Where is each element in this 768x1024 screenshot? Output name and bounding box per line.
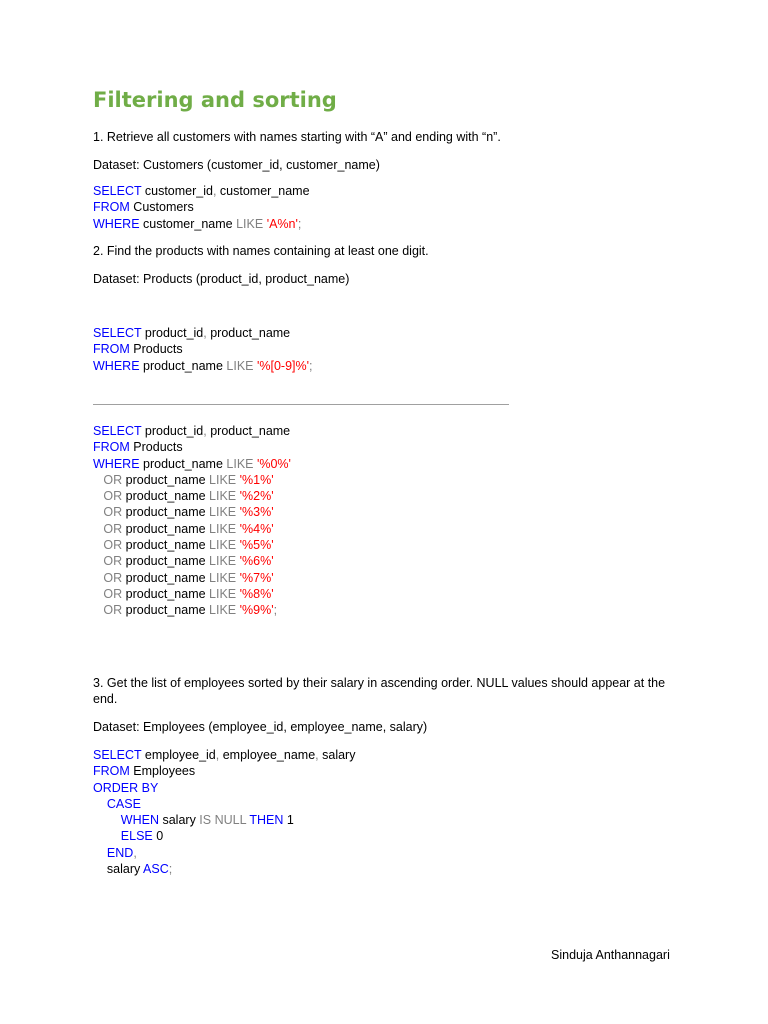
code-token: OR: [103, 603, 123, 618]
code-token: IS: [199, 813, 212, 828]
code-token: customer_name: [216, 184, 310, 198]
code-token: WHERE: [93, 216, 140, 231]
code-line: [93, 439, 291, 455]
code-token: ;: [273, 603, 278, 618]
code-token: SELECT: [93, 748, 142, 762]
code-token: product_id: [141, 424, 204, 438]
code-line: [93, 570, 291, 586]
code-token: LIKE: [209, 554, 237, 569]
code-token: 0: [152, 829, 164, 844]
code-token: LIKE: [209, 472, 237, 487]
code-token: SELECT: [93, 184, 142, 198]
code-line: [93, 796, 355, 812]
code-token: LIKE: [209, 570, 237, 585]
code-line: [93, 763, 355, 779]
code-line: [93, 488, 291, 504]
code-token: OR: [103, 472, 123, 487]
code-token: ,: [203, 326, 207, 340]
code-token: product_name: [206, 326, 291, 340]
code-token: FROM: [93, 764, 130, 779]
code-token: '%3%': [239, 505, 274, 520]
code-token: product_name: [139, 456, 227, 471]
code-token: '%1%': [239, 472, 274, 487]
code-line: [93, 845, 355, 861]
code-token: ,: [215, 748, 220, 762]
code-token: product_name: [122, 554, 210, 569]
code-token: WHERE: [93, 456, 140, 471]
code-token: salary: [159, 813, 200, 828]
dataset-3: Dataset: Employees (employee_id, employee_name, salary): [93, 720, 428, 734]
author-footer: Sinduja Anthannagari: [551, 948, 670, 962]
code-token: ,: [212, 184, 217, 198]
code-token: ASC: [143, 862, 169, 877]
code-token: salary: [318, 748, 356, 762]
code-token: 1: [283, 813, 294, 828]
code-token: [93, 587, 103, 601]
code-token: employee_id: [141, 748, 216, 762]
code-token: OR: [103, 489, 123, 504]
code-token: [93, 538, 103, 552]
code-line: [93, 183, 310, 199]
code-token: Products: [129, 440, 183, 455]
code-token: LIKE: [236, 216, 264, 231]
code-token: [93, 522, 103, 536]
question-3: 3. Get the list of employees sorted by their salary in ascending order. NULL values should appear at the end.: [93, 676, 666, 706]
code-line: [93, 828, 355, 844]
code-token: ,: [133, 845, 137, 860]
code-token: OR: [103, 554, 123, 569]
code-token: FROM: [93, 200, 130, 215]
code-token: OR: [103, 586, 123, 601]
code-token: product_name: [122, 521, 210, 536]
code-token: '%4%': [239, 521, 274, 536]
code-token: CASE: [106, 796, 141, 811]
code-token: OR: [103, 521, 123, 536]
code-line: [93, 216, 310, 232]
code-token: [93, 829, 121, 843]
code-token: '%2%': [239, 489, 274, 504]
code-token: LIKE: [209, 538, 237, 553]
code-token: WHERE: [93, 358, 140, 373]
code-token: FROM: [93, 440, 130, 455]
separator-line: [93, 404, 509, 405]
dataset-2: Dataset: Products (product_id, product_name): [93, 272, 350, 286]
code-token: LIKE: [209, 505, 237, 520]
code-token: salary: [93, 862, 144, 877]
code-block-1: [93, 183, 310, 232]
code-block-2b: [93, 423, 291, 619]
code-token: Employees: [129, 764, 196, 779]
code-token: [93, 554, 103, 568]
code-line: [93, 504, 291, 520]
code-token: '%7%': [239, 570, 274, 585]
code-token: ,: [315, 748, 319, 762]
code-token: [93, 603, 103, 617]
code-token: [93, 489, 103, 503]
code-token: LIKE: [209, 489, 237, 504]
code-token: LIKE: [209, 603, 237, 618]
code-token: END: [106, 845, 134, 860]
code-token: '%5%': [239, 538, 274, 553]
code-token: OR: [103, 538, 123, 553]
page-title: Filtering and sorting: [93, 88, 337, 112]
code-token: product_name: [122, 603, 210, 618]
code-token: [93, 473, 103, 487]
code-token: Products: [129, 342, 183, 357]
code-token: NULL: [214, 813, 247, 828]
code-token: ;: [309, 358, 313, 373]
code-block-2a: [93, 325, 312, 374]
code-line: [93, 553, 291, 569]
code-line: [93, 423, 291, 439]
code-token: product_name: [206, 424, 291, 438]
code-token: '%8%': [239, 586, 274, 601]
code-line: [93, 341, 312, 357]
code-token: '%0%': [256, 456, 291, 471]
code-token: [93, 505, 103, 519]
code-line: [93, 812, 355, 828]
code-token: SELECT: [93, 424, 142, 438]
code-line: [93, 325, 312, 341]
code-line: [93, 780, 355, 796]
code-token: WHEN: [120, 813, 159, 828]
code-line: [93, 456, 291, 472]
code-token: LIKE: [209, 521, 237, 536]
code-token: employee_name: [219, 748, 316, 762]
code-token: LIKE: [226, 456, 254, 471]
code-token: product_name: [122, 570, 210, 585]
code-line: [93, 586, 291, 602]
code-token: [93, 797, 107, 811]
code-token: LIKE: [209, 586, 237, 601]
code-token: [93, 846, 107, 860]
question-2: 2. Find the products with names containing at least one digit.: [93, 244, 429, 258]
code-token: product_name: [122, 472, 210, 487]
code-line: [93, 358, 312, 374]
code-token: [93, 813, 121, 827]
code-token: ORDER BY: [93, 780, 159, 795]
code-block-3: [93, 747, 355, 877]
code-token: [93, 571, 103, 585]
code-token: FROM: [93, 342, 130, 357]
dataset-1: Dataset: Customers (customer_id, customer_name): [93, 158, 380, 172]
code-token: SELECT: [93, 326, 142, 340]
code-token: OR: [103, 505, 123, 520]
code-token: THEN: [249, 813, 284, 828]
code-token: product_id: [141, 326, 204, 340]
code-line: [93, 861, 355, 877]
code-token: ELSE: [120, 829, 153, 844]
code-token: ;: [168, 862, 173, 877]
code-line: [93, 602, 291, 618]
code-token: product_name: [139, 358, 227, 373]
code-line: [93, 521, 291, 537]
code-token: product_name: [122, 489, 210, 504]
code-token: Customers: [129, 200, 194, 215]
code-line: [93, 747, 355, 763]
code-token: '%9%': [239, 603, 274, 618]
code-line: [93, 472, 291, 488]
code-token: '%6%': [239, 554, 274, 569]
code-token: customer_name: [139, 216, 237, 231]
code-token: customer_id: [141, 184, 213, 198]
code-line: [93, 537, 291, 553]
code-token: OR: [103, 570, 123, 585]
code-token: LIKE: [226, 358, 254, 373]
code-token: product_name: [122, 538, 210, 553]
code-token: ,: [203, 424, 207, 438]
code-token: 'A%n': [266, 216, 298, 231]
question-1: 1. Retrieve all customers with names starting with “A” and ending with “n”.: [93, 130, 501, 144]
code-token: ;: [297, 216, 302, 231]
code-token: product_name: [122, 586, 210, 601]
code-token: '%[0-9]%': [256, 358, 309, 373]
code-line: [93, 199, 310, 215]
code-token: product_name: [122, 505, 210, 520]
